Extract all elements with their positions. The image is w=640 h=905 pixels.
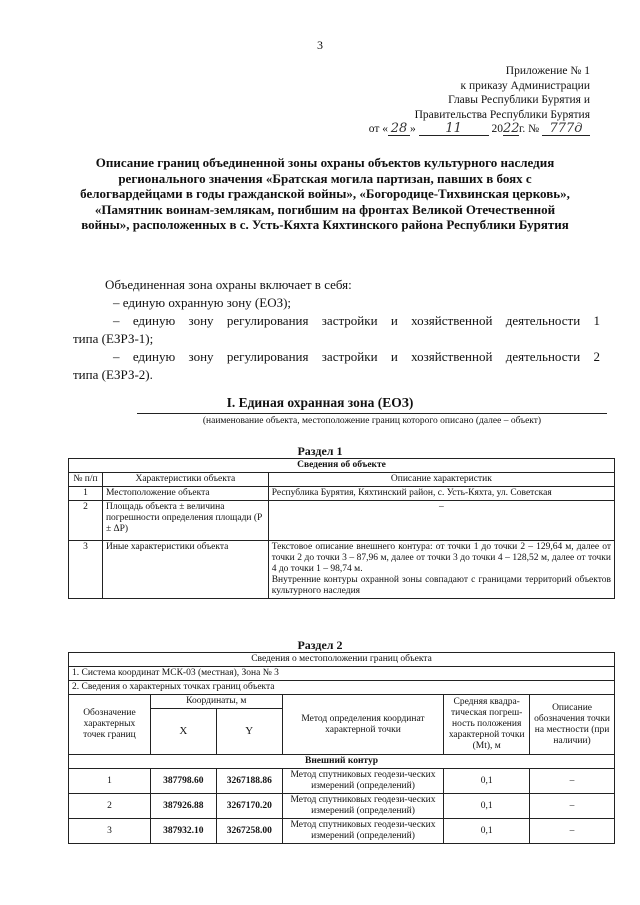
intro-item-2a: – единую зону регулирования застройки и хозяйственной деятельности 1 bbox=[113, 313, 600, 328]
table-header-row bbox=[69, 695, 615, 709]
point-description: – bbox=[530, 769, 615, 794]
coordinates-table bbox=[68, 652, 615, 844]
points-caption: 2. Сведения о характерных точках границ объекта bbox=[69, 681, 615, 695]
row-desc: – bbox=[268, 501, 614, 541]
header-coords: Координаты, м bbox=[150, 695, 282, 709]
point-y: 3267258.00 bbox=[216, 819, 282, 844]
intro-lead: Объединенная зона охраны включает в себя: bbox=[105, 277, 352, 292]
point-method: Метод спутниковых геодези-ческих измерений (определений) bbox=[282, 769, 444, 794]
header-designation: Обозначение характерных точек границ bbox=[69, 695, 151, 755]
table-row bbox=[69, 501, 615, 541]
point-y: 3267170.20 bbox=[216, 794, 282, 819]
table-row bbox=[69, 794, 615, 819]
row-desc-cell bbox=[268, 541, 614, 599]
object-info-table bbox=[68, 458, 615, 599]
contour-label: Внешний контур bbox=[69, 755, 615, 769]
intro-item-1: – единую охранную зону (ЕОЗ); bbox=[113, 295, 292, 310]
page-number: 3 bbox=[317, 38, 323, 52]
point-accuracy: 0,1 bbox=[444, 794, 530, 819]
coordinate-system-row bbox=[69, 667, 615, 681]
header-num: № п/п bbox=[69, 473, 103, 487]
table-row bbox=[69, 541, 615, 599]
appendix-line-2: к приказу Администрации bbox=[460, 79, 590, 92]
point-method: Метод спутниковых геодези-ческих измерений (определений) bbox=[282, 794, 444, 819]
row-name: Площадь объекта ± величина погрешности определения площади (P ± ΔP) bbox=[102, 501, 268, 541]
intro-item-3b: типа (ЕЗРЗ-2). bbox=[73, 367, 153, 382]
point-number: 1 bbox=[69, 769, 151, 794]
point-method: Метод спутниковых геодези-ческих измерений (определений) bbox=[282, 819, 444, 844]
header-method: Метод определения координат характерной точки bbox=[282, 695, 444, 755]
intro-item-2b: типа (ЕЗРЗ-1); bbox=[73, 331, 154, 346]
point-x: 387798.60 bbox=[150, 769, 216, 794]
handwritten-year: 22 bbox=[502, 121, 520, 136]
document-title: Описание границ объединенной зоны охраны объектов культурного наследия регионального значения «Братская могила партизан, павших в боях с белогвардейцами в годы гражданской войны», «Богородице-Тихвинская церковь», «Памятник воинам-землякам, погибшим на фронтах Великой Отечественной войны», расположенных в с. Усть-Кяхта Кяхтинского района Республики Бурятия bbox=[80, 155, 570, 232]
year-unit: г. bbox=[518, 123, 526, 135]
handwritten-day: 28 bbox=[388, 122, 410, 137]
row-name: Иные характеристики объекта bbox=[102, 541, 268, 599]
coordinate-system: 1. Система координат МСК-03 (местная), Зона № 3 bbox=[69, 667, 615, 681]
table-header-row bbox=[69, 473, 615, 487]
table-row bbox=[69, 487, 615, 501]
point-number: 2 bbox=[69, 794, 151, 819]
point-accuracy: 0,1 bbox=[444, 819, 530, 844]
point-x: 387932.10 bbox=[150, 819, 216, 844]
row-num: 3 bbox=[69, 541, 103, 599]
row-desc: Республика Бурятия, Кяхтинский район, с. Усть-Кяхта, ул. Советская bbox=[268, 487, 614, 501]
razdel-1-title: Раздел 1 bbox=[297, 444, 343, 458]
header-point-description: Описание обозначения точки на местности (при наличии) bbox=[530, 695, 615, 755]
date-prefix: от « bbox=[368, 123, 388, 135]
handwritten-number: 777д bbox=[542, 122, 590, 137]
handwritten-month: 11 bbox=[419, 122, 489, 137]
header-accuracy: Средняя квадра-тическая погреш-ность положения характерной точки (Mt), м bbox=[444, 695, 530, 755]
row-num: 1 bbox=[69, 487, 103, 501]
row-num: 2 bbox=[69, 501, 103, 541]
intro-item-3a: – единую зону регулирования застройки и хозяйственной деятельности 2 bbox=[113, 349, 600, 364]
appendix-line-4: Правительства Республики Бурятия bbox=[414, 108, 590, 121]
table-caption: Сведения о местоположении границ объекта bbox=[69, 653, 615, 667]
appendix-date-line bbox=[369, 122, 590, 137]
point-accuracy: 0,1 bbox=[444, 769, 530, 794]
point-y: 3267188.86 bbox=[216, 769, 282, 794]
appendix-line-1: Приложение № 1 bbox=[505, 65, 590, 77]
section-1-underline bbox=[137, 413, 607, 414]
header-characteristics: Характеристики объекта bbox=[102, 473, 268, 487]
section-1-subtitle: (наименование объекта, местоположение границ которого описано (далее – объект) bbox=[202, 416, 542, 426]
header-x: X bbox=[150, 709, 216, 755]
appendix-block bbox=[369, 64, 590, 137]
table-row bbox=[69, 819, 615, 844]
appendix-line-3: Главы Республики Бурятия и bbox=[448, 94, 590, 106]
contour-row bbox=[69, 755, 615, 769]
point-description: – bbox=[530, 794, 615, 819]
table-row bbox=[69, 769, 615, 794]
header-description: Описание характеристик bbox=[268, 473, 614, 487]
header-y: Y bbox=[216, 709, 282, 755]
section-1-title: I. Единая охранная зона (ЕОЗ) bbox=[226, 395, 414, 410]
razdel-2-title: Раздел 2 bbox=[297, 638, 343, 652]
point-number: 3 bbox=[69, 819, 151, 844]
intro-text bbox=[73, 276, 600, 384]
points-caption-row bbox=[69, 681, 615, 695]
number-label: № bbox=[528, 123, 540, 135]
row-desc-2: Внутренние контуры охранной зоны совпадают с границами территорий объектов культурного наследия bbox=[271, 575, 611, 596]
table-caption-row bbox=[69, 653, 615, 667]
point-x: 387926.88 bbox=[150, 794, 216, 819]
table-caption: Сведения об объекте bbox=[69, 459, 615, 473]
date-day-close: » bbox=[409, 123, 416, 135]
year-prefix: 20 bbox=[491, 123, 503, 135]
row-desc: Текстовое описание внешнего контура: от точки 1 до точки 2 – 129,64 м, далее от точки 2 до точки 3 – 87,96 м, далее от точки 3 до точки 4 – 128,52 м, далее от точки 4 до точки 1 – 98,74 м. bbox=[271, 542, 611, 574]
point-description: – bbox=[530, 819, 615, 844]
row-name: Местоположение объекта bbox=[102, 487, 268, 501]
table-caption-row bbox=[69, 459, 615, 473]
